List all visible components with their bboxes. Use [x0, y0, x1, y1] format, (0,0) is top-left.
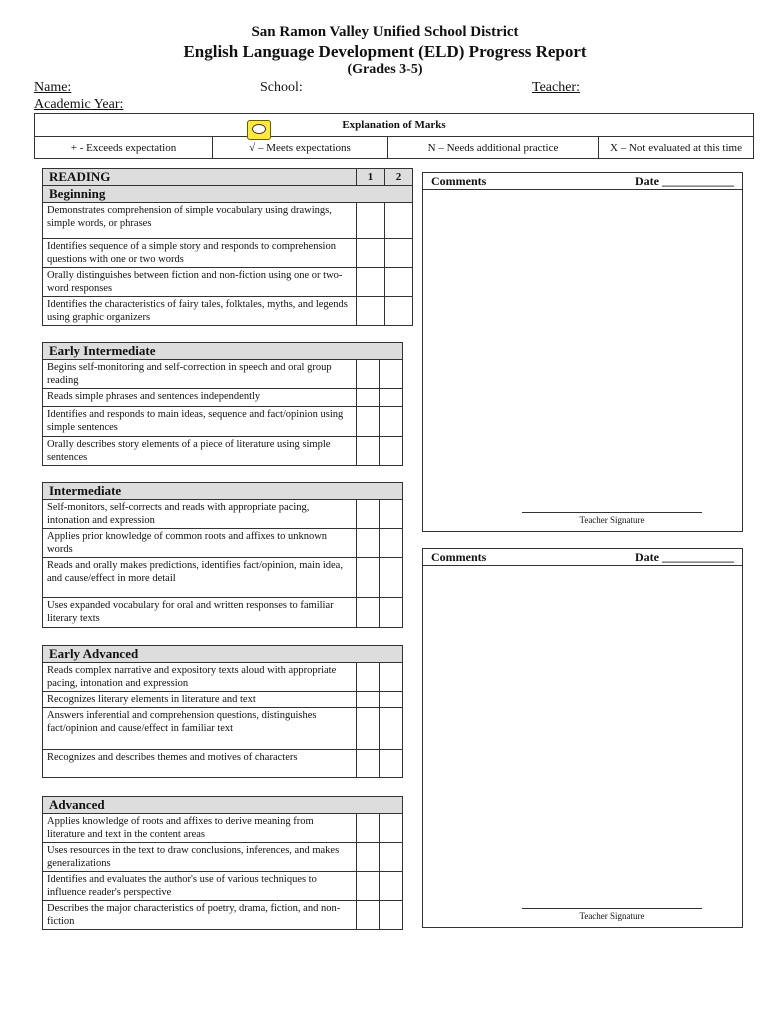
skill-row	[43, 529, 403, 558]
skill-row	[43, 663, 403, 692]
mark-cell[interactable]	[357, 407, 380, 437]
skill-row	[43, 558, 403, 598]
section-beginning	[42, 168, 413, 326]
mark-cell[interactable]	[385, 203, 413, 239]
skill-text: Orally describes story elements of a piece of literature using simple sentences	[43, 437, 357, 466]
mark-meets: √ – Meets expectations	[213, 137, 388, 159]
skill-row	[43, 407, 403, 437]
teacher-signature-label: Teacher Signature	[522, 512, 702, 525]
teacher-label: Teacher:	[532, 80, 580, 95]
mark-cell[interactable]	[357, 663, 380, 692]
section-title: Intermediate	[43, 483, 403, 500]
mark-cell[interactable]	[380, 389, 403, 407]
date-label: Date ____________	[635, 174, 734, 188]
mark-cell[interactable]	[380, 814, 403, 843]
skill-text: Applies prior knowledge of common roots and affixes to unknown words	[43, 529, 357, 558]
mark-cell[interactable]	[357, 598, 380, 628]
mark-cell[interactable]	[380, 437, 403, 466]
mark-cell[interactable]	[385, 239, 413, 268]
skill-text: Uses resources in the text to draw conclusions, inferences, and makes generalizations	[43, 843, 357, 872]
mark-cell[interactable]	[380, 663, 403, 692]
comments-label: Comments	[431, 550, 487, 564]
skill-row	[43, 389, 403, 407]
skill-text: Reads simple phrases and sentences independently	[43, 389, 357, 407]
skill-row	[43, 500, 403, 529]
mark-cell[interactable]	[385, 297, 413, 326]
mark-not-evaluated: X – Not evaluated at this time	[610, 142, 742, 154]
reading-title: READING	[43, 169, 357, 186]
mark-cell[interactable]	[380, 901, 403, 930]
column-1-header: 1	[357, 169, 385, 186]
grade-range: (Grades 3-5)	[347, 62, 423, 77]
mark-cell[interactable]	[357, 843, 380, 872]
school-label: School:	[260, 80, 303, 95]
skill-row	[43, 814, 403, 843]
mark-cell[interactable]	[380, 708, 403, 750]
comments-label: Comments	[431, 174, 487, 188]
marks-title: Explanation of Marks	[35, 114, 753, 137]
skill-text: Identifies sequence of a simple story and responds to comprehension questions with one or two words	[43, 239, 357, 268]
skill-row	[43, 203, 413, 239]
report-title: English Language Development (ELD) Progress Report	[183, 42, 587, 61]
skill-row	[43, 598, 403, 628]
mark-cell[interactable]	[357, 872, 380, 901]
mark-cell[interactable]	[357, 239, 385, 268]
section-title: Advanced	[43, 797, 403, 814]
section-title: Early Advanced	[43, 646, 403, 663]
mark-cell[interactable]	[380, 529, 403, 558]
skill-text: Orally distinguishes between fiction and non-fiction using one or two-word responses	[43, 268, 357, 297]
name-label: Name:	[34, 80, 72, 95]
mark-exceeds: + - Exceeds expectation	[35, 137, 213, 159]
skill-row	[43, 901, 403, 930]
section-title: Early Intermediate	[43, 343, 403, 360]
skill-row	[43, 360, 403, 389]
column-2-header: 2	[385, 169, 413, 186]
skill-text: Identifies and responds to main ideas, sequence and fact/opinion using simple sentences	[43, 407, 357, 437]
skill-text: Self-monitors, self-corrects and reads with appropriate pacing, intonation and expression	[43, 500, 357, 529]
mark-cell[interactable]	[357, 692, 380, 708]
section-advanced	[42, 796, 403, 930]
mark-cell[interactable]	[380, 407, 403, 437]
mark-cell[interactable]	[380, 843, 403, 872]
comment-note-icon[interactable]	[247, 120, 271, 140]
district-name: San Ramon Valley Unified School District	[251, 24, 519, 40]
mark-cell[interactable]	[357, 500, 380, 529]
skill-text: Begins self-monitoring and self-correction in speech and oral group reading	[43, 360, 357, 389]
skill-row	[43, 239, 413, 268]
mark-cell[interactable]	[380, 750, 403, 778]
mark-cell[interactable]	[357, 360, 380, 389]
date-label: Date ____________	[635, 550, 734, 564]
mark-cell[interactable]	[380, 500, 403, 529]
skill-text: Identifies the characteristics of fairy tales, folktales, myths, and legends using graphic organizers	[43, 297, 357, 326]
skill-text: Describes the major characteristics of poetry, drama, fiction, and non-fiction	[43, 901, 357, 930]
marks-legend	[34, 113, 754, 159]
mark-cell[interactable]	[357, 529, 380, 558]
mark-cell[interactable]	[357, 750, 380, 778]
skill-row	[43, 872, 403, 901]
comments-box-2[interactable]	[422, 548, 743, 928]
mark-cell[interactable]	[380, 360, 403, 389]
skill-text: Identifies and evaluates the author's use of various techniques to influence reader's perspective	[43, 872, 357, 901]
skill-row	[43, 297, 413, 326]
mark-cell[interactable]	[357, 203, 385, 239]
skill-text: Reads and orally makes predictions, identifies fact/opinion, main idea, and cause/effect in more detail	[43, 558, 357, 598]
skill-row	[43, 750, 403, 778]
mark-cell[interactable]	[357, 901, 380, 930]
mark-cell[interactable]	[357, 297, 385, 326]
mark-cell[interactable]	[385, 268, 413, 297]
skill-row	[43, 268, 413, 297]
mark-cell[interactable]	[357, 708, 380, 750]
skill-text: Recognizes and describes themes and motives of characters	[43, 750, 357, 778]
section-intermediate	[42, 482, 403, 628]
skill-text: Uses expanded vocabulary for oral and written responses to familiar literary texts	[43, 598, 357, 628]
teacher-signature-label: Teacher Signature	[522, 908, 702, 921]
mark-cell[interactable]	[357, 437, 380, 466]
skill-text: Recognizes literary elements in literature and text	[43, 692, 357, 708]
mark-cell[interactable]	[357, 814, 380, 843]
skill-row	[43, 692, 403, 708]
section-early-intermediate	[42, 342, 403, 466]
skill-text: Demonstrates comprehension of simple vocabulary using drawings, simple words, or phrases	[43, 203, 357, 239]
skill-row	[43, 708, 403, 750]
mark-needs-practice: N – Needs additional practice	[388, 137, 599, 159]
academic-year-label: Academic Year:	[34, 97, 124, 112]
comments-box-1[interactable]	[422, 172, 743, 532]
mark-cell[interactable]	[380, 872, 403, 901]
section-early-advanced	[42, 645, 403, 778]
mark-cell[interactable]	[357, 558, 380, 598]
skill-row	[43, 437, 403, 466]
mark-cell[interactable]	[357, 268, 385, 297]
mark-cell[interactable]	[380, 692, 403, 708]
section-title: Beginning	[43, 186, 413, 203]
mark-cell[interactable]	[380, 558, 403, 598]
skill-text: Applies knowledge of roots and affixes to derive meaning from literature and text in the content areas	[43, 814, 357, 843]
skill-text: Answers inferential and comprehension questions, distinguishes fact/opinion and cause/effect in familiar text	[43, 708, 357, 750]
skill-row	[43, 843, 403, 872]
skill-text: Reads complex narrative and expository texts aloud with appropriate pacing, intonation and expression	[43, 663, 357, 692]
mark-cell[interactable]	[380, 598, 403, 628]
mark-cell[interactable]	[357, 389, 380, 407]
